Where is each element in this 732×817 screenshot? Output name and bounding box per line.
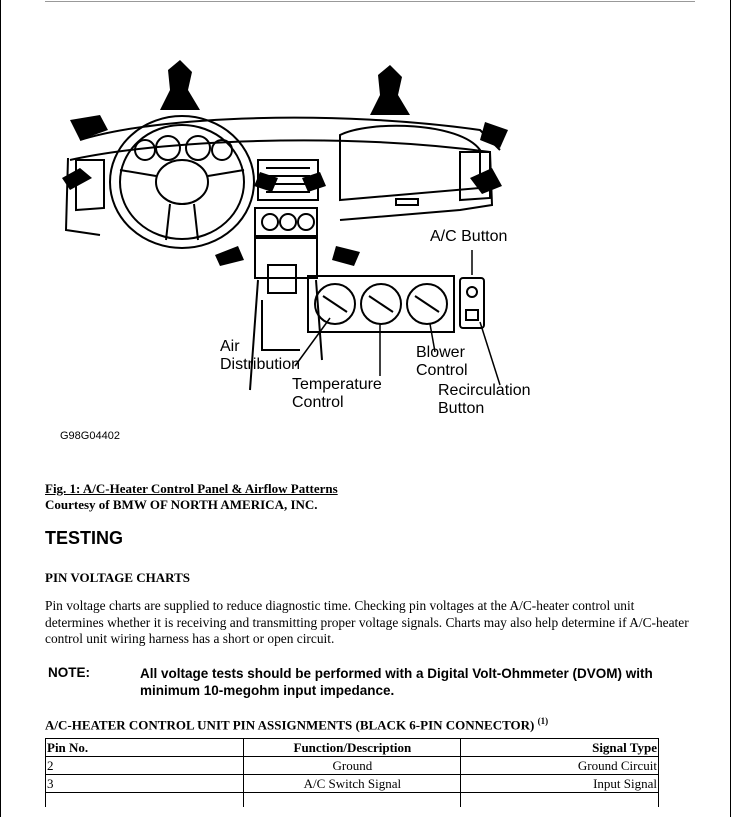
table-row xyxy=(46,775,659,793)
center-stack-lower xyxy=(255,238,317,278)
radio-unit xyxy=(255,208,317,236)
table-header-row xyxy=(46,739,659,757)
table-title xyxy=(45,716,548,733)
figure-caption-courtesy: Courtesy of BMW OF NORTH AMERICA, INC. xyxy=(45,497,318,512)
recirc-button-knob xyxy=(466,310,478,320)
top-rule xyxy=(45,1,695,2)
page-frame-right xyxy=(730,0,731,817)
figure-caption-title: Fig. 1: A/C-Heater Control Panel & Airflow Patterns xyxy=(45,481,338,496)
header-signal-type: Signal Type xyxy=(461,739,659,757)
header-pin-no: Pin No. xyxy=(46,739,244,757)
gauge-3 xyxy=(186,136,210,160)
figure-dashboard-illustration xyxy=(40,60,560,450)
callout-ac-button: A/C Button xyxy=(430,228,508,245)
gauge-2 xyxy=(156,136,180,160)
section-heading-testing: TESTING xyxy=(45,528,124,548)
steering-wheel-hub xyxy=(156,160,208,204)
note-text: All voltage tests should be performed with a Digital Volt-Ohmmeter (DVOM) with minimum 10-megohm input impedance. xyxy=(140,666,653,698)
ac-button-knob xyxy=(467,287,477,297)
arrow-footwell-left xyxy=(215,246,244,266)
knob-indicators xyxy=(323,296,439,312)
dashboard-right-side xyxy=(340,152,492,220)
arrow-footwell-right xyxy=(332,246,360,266)
callout-air-distribution-line1: Air xyxy=(220,338,240,355)
figure-caption xyxy=(45,481,338,513)
callout-recirculation-button-line1: Recirculation xyxy=(438,382,531,399)
table-row xyxy=(46,757,659,775)
page-frame-left xyxy=(0,0,1,817)
cell-signal: Input Signal xyxy=(461,775,659,793)
callout-air-distribution-line2: Distribution xyxy=(220,356,301,373)
callout-temperature-control-line2: Control xyxy=(292,394,344,411)
callout-blower-control-line1: Blower xyxy=(416,344,465,361)
left-side-vent xyxy=(76,160,104,210)
arrow-up-right xyxy=(370,65,410,115)
arrow-up-left xyxy=(160,60,200,110)
arrow-right-upper xyxy=(480,122,508,148)
callout-recirculation-button-line2: Button xyxy=(438,400,485,417)
dashboard-second-outline xyxy=(70,140,490,160)
pin-assignments-table xyxy=(45,738,659,807)
callout-blower-control-line2: Control xyxy=(416,362,468,379)
header-function: Function/Description xyxy=(244,739,461,757)
figure-id: G98G04402 xyxy=(60,430,120,442)
cell-signal: Ground Circuit xyxy=(461,757,659,775)
note-label: NOTE: xyxy=(48,665,90,680)
callout-temperature-control-line1: Temperature xyxy=(292,376,382,393)
callout-leaders xyxy=(295,250,500,385)
arrow-right-lower xyxy=(470,168,502,194)
gauge-1 xyxy=(135,140,155,160)
cell-function: A/C Switch Signal xyxy=(244,775,461,793)
table-row-partial xyxy=(46,793,659,808)
dashboard-left-side xyxy=(66,158,100,235)
steering-wheel-rim xyxy=(110,116,254,248)
cell-function: Ground xyxy=(244,757,461,775)
console-tray xyxy=(262,300,300,350)
intro-paragraph: Pin voltage charts are supplied to reduce diagnostic time. Checking pin voltages at the A/C-heater control unit determines whether it is receiving and transmitting proper voltage signals. Charts may also help determine if A/C-heater control unit wiring harness has a short or open circuit. xyxy=(45,598,689,646)
cell-pin: 3 xyxy=(46,775,244,793)
table-title-footnote: (1) xyxy=(537,716,549,726)
glovebox-handle xyxy=(396,199,418,205)
arrow-left-upper xyxy=(70,115,108,140)
subheading-pin-voltage-charts: PIN VOLTAGE CHARTS xyxy=(45,570,190,585)
cell-pin: 2 xyxy=(46,757,244,775)
table-title-text: A/C-HEATER CONTROL UNIT PIN ASSIGNMENTS (BLACK 6-PIN CONNECTOR) xyxy=(45,717,535,733)
